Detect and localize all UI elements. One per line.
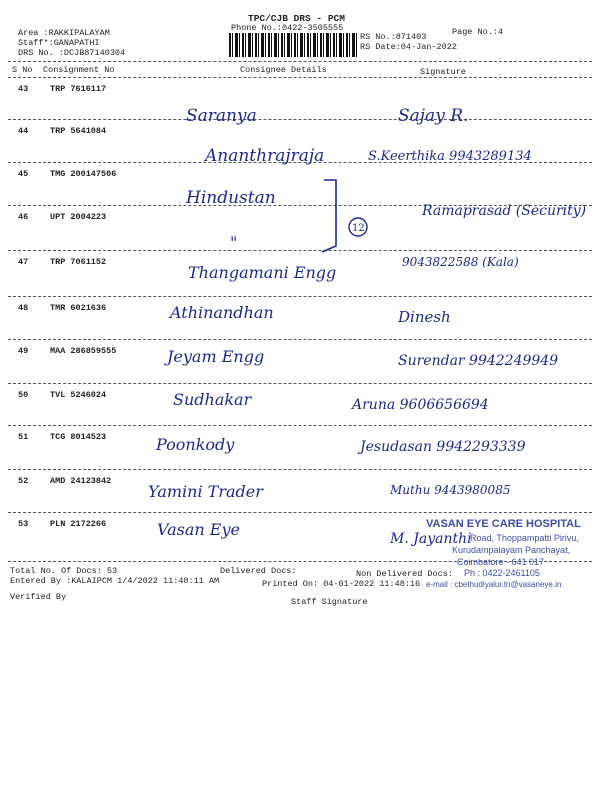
page-number: Page No.:4 <box>452 27 504 37</box>
drs-number: DRS No. :DCJB87140304 <box>18 48 126 58</box>
row-sno: 43 <box>18 84 29 94</box>
consignee-name: Athinandhan <box>170 303 274 322</box>
row-divider <box>8 119 592 120</box>
rs-date: RS Date:04-Jan-2022 <box>360 42 457 52</box>
row-sno: 46 <box>18 212 29 222</box>
row-divider <box>8 296 592 297</box>
col-header-consignment: Consignment No <box>43 65 115 75</box>
row-consignment: AMD 24123842 <box>50 476 112 486</box>
header-divider-bottom <box>8 77 592 78</box>
rs-number: RS No.:871403 <box>360 32 427 42</box>
row-consignment: MAA 286859555 <box>50 346 117 356</box>
consignee-name: Hindustan <box>186 188 276 208</box>
col-header-signature: Signature <box>420 67 466 77</box>
row-consignment: TRP 5641084 <box>50 126 107 136</box>
signature: S.Keerthika 9943289134 <box>368 149 532 164</box>
row-consignment: TVL 5246024 <box>50 390 107 400</box>
row-sno: 51 <box>18 432 29 442</box>
signature: M. Jayanthi <box>390 531 472 547</box>
signature: Ramaprasad (Security) <box>422 203 587 219</box>
row-consignment: TCG 8014523 <box>50 432 107 442</box>
row-divider <box>8 512 592 513</box>
row-divider <box>8 250 592 251</box>
row-sno: 49 <box>18 346 29 356</box>
row-sno: 50 <box>18 390 29 400</box>
header-divider-top <box>8 61 592 62</box>
printed-on: Printed On: 04-01-2022 11:48:16 <box>262 579 421 589</box>
consignee-name: " <box>230 233 238 252</box>
staff-label: Staff*:GANAPATHI <box>18 38 100 48</box>
row-consignment: TRP 7061152 <box>50 257 107 267</box>
delivered-docs: Delivered Docs: <box>220 566 297 576</box>
signature: Dinesh <box>398 308 451 326</box>
consignee-name: Vasan Eye <box>157 520 240 539</box>
stamp-line: Ph : 0422-2461105 <box>464 568 540 578</box>
signature: Aruna 9606656694 <box>352 397 489 413</box>
stamp-line: Kurudampalayam Panchayat, <box>452 545 571 555</box>
consignee-name: Yamini Trader <box>148 482 263 501</box>
row-sno: 45 <box>18 169 29 179</box>
row-sno: 52 <box>18 476 29 486</box>
document-title: TPC/CJB DRS - PCM <box>248 13 345 24</box>
row-consignment: TMR 6021636 <box>50 303 107 313</box>
row-sno: 47 <box>18 257 29 267</box>
row-consignment: TMG 200147506 <box>50 169 117 179</box>
col-header-consignee: Consignee Details <box>240 65 327 75</box>
consignee-name: Jeyam Engg <box>167 347 265 366</box>
row-sno: 48 <box>18 303 29 313</box>
consignee-name: Thangamani Engg <box>188 263 337 282</box>
consignee-name: Poonkody <box>156 435 235 454</box>
barcode <box>229 33 359 57</box>
verified-by: Verified By <box>10 592 67 602</box>
staff-signature: Staff Signature <box>291 597 368 607</box>
signature: 9043822588 (Kala) <box>402 255 519 269</box>
row-divider <box>8 425 592 426</box>
area-label: Area :RAKKIPALAYAM <box>18 28 110 38</box>
row-consignment: PLN 2172266 <box>50 519 107 529</box>
row-sno: 44 <box>18 126 29 136</box>
row-divider <box>8 469 592 470</box>
bracket-number: 12 <box>352 223 365 234</box>
stamp-name: VASAN EYE CARE HOSPITAL <box>426 518 581 530</box>
signature: Surendar 9942249949 <box>398 353 559 369</box>
signature: Muthu 9443980085 <box>390 483 511 497</box>
col-header-sno: S No <box>12 65 33 75</box>
phone-number: Phone No.:0422-3505555 <box>231 23 344 33</box>
stamp-line: Coimbatore - 641 017 <box>457 557 545 567</box>
row-sno: 53 <box>18 519 29 529</box>
consignee-name: Ananthrajraja <box>205 146 325 166</box>
total-docs: Total No. Of Docs: 53 <box>10 566 118 576</box>
bracket-annotation <box>318 176 378 256</box>
row-consignment: TRP 7616117 <box>50 84 107 94</box>
entered-by: Entered By :KALAIPCM 1/4/2022 11:48:11 AM <box>10 576 220 586</box>
stamp-line: e-mail : cbethudiyalur.tn@vasaneye.in <box>426 580 562 589</box>
row-divider <box>8 339 592 340</box>
signature: Jesudasan 9942293339 <box>360 439 526 455</box>
row-consignment: UPT 2004223 <box>50 212 107 222</box>
stamp-line: Road, Thoppampatti Pirivu, <box>470 533 579 543</box>
row-divider <box>8 383 592 384</box>
non-delivered-docs: Non Delivered Docs: <box>356 569 453 579</box>
signature: Sajay R. <box>398 106 469 126</box>
consignee-name: Sudhakar <box>173 390 252 409</box>
consignee-name: Saranya <box>186 106 257 126</box>
